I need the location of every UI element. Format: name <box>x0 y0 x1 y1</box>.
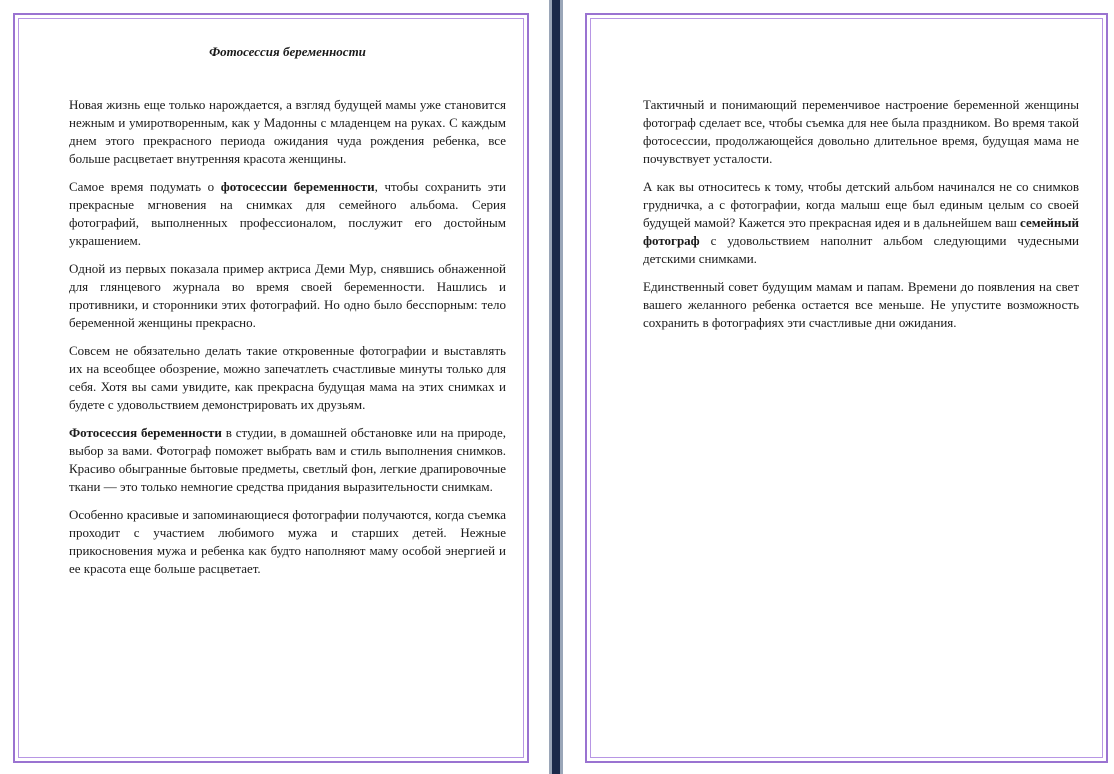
page-left-content[interactable] <box>69 43 506 588</box>
page-right[interactable] <box>563 0 1114 774</box>
page-left[interactable] <box>0 0 549 774</box>
paragraph-5-text: в студии, в домашней обстановке или на природе, выбор за вами. Фотограф поможет выбрать вам и стиль выполнения снимков. Красиво обыгранные бытовые предметы, светлый фон, легкие драпировочные ткани — это только немногие средства придания выразительности снимкам. <box>69 425 506 494</box>
paragraph-8 <box>643 178 1079 268</box>
document-title: Фотосессия беременности <box>209 44 366 59</box>
paragraph-7: Тактичный и понимающий переменчивое настроение беременной женщины фотограф сделает все, чтобы съемка для нее была праздником. Во время такой фотосессии, продолжающейся довольно длительное время, будущая мама не почувствует усталости. <box>643 97 1079 166</box>
paragraph-5 <box>69 424 506 496</box>
paragraph-2-text-end: , чтобы сохранить эти прекрасные мгновения на снимках для семейного альбома. Серия фотографий, выполненных профессионалом, послужит его достойным украшением. <box>69 179 507 248</box>
page-right-content[interactable] <box>643 96 1079 342</box>
keyword-bold: фотосессии беременности <box>220 179 375 194</box>
paragraph-8-text-end: с удовольствием наполнит альбом следующими чудесными детскими снимками. <box>643 233 1079 266</box>
paragraph-9: Единственный совет будущим мамам и папам. Времени до появления на свет вашего желанного ребенка остается все меньше. Не упустите возможность сохранить в фотографиях эти счастливые дни ожидания. <box>643 279 1079 330</box>
paragraph-3: Одной из первых показала пример актриса Деми Мур, снявшись обнаженной для глянцевого журнала во время своей беременности. Нашлись и противники, и сторонники этих фотографий. Но одно было бесспорным: тело беременной женщины прекрасно. <box>69 261 506 330</box>
paragraph-1: Новая жизнь еще только нарождается, а взгляд будущей мамы уже становится нежным и умиротворенным, как у Мадонны с младенцем на руках. С каждым днем этого прекрасного периода ожидания чуда рождения ребенка, все больше расцветает внутренняя красота женщины. <box>69 97 506 166</box>
paragraph-2-text-start: Самое время подумать о <box>69 179 221 194</box>
paragraph-8-text-start: А как вы относитесь к тому, чтобы детский альбом начинался не со снимков грудничка, а с фотографии, когда малыш еще был единым целым со своей будущей мамой? Кажется это прекрасная идея и в дальнейшем ваш <box>643 179 1079 230</box>
paragraph-2 <box>69 178 506 250</box>
keyword-bold: семейный фотограф <box>643 215 1079 248</box>
page-gap-edge-left <box>549 0 552 774</box>
keyword-bold: Фотосессия беременности <box>69 425 222 440</box>
paragraph-4: Совсем не обязательно делать такие откровенные фотографии и выставлять их на всеобщее обозрение, можно запечатлеть счастливые минуты только для себя. Хотя вы сами увидите, как прекрасна будущая мама на этих снимках и будете с удовольствием демонстрировать их друзьям. <box>69 343 506 412</box>
page-gap <box>549 0 563 774</box>
paragraph-6: Особенно красивые и запоминающиеся фотографии получаются, когда съемка проходит с участием любимого мужа и старших детей. Нежные прикосновения мужа и ребенка как будто наполняют маму особой энергией и ее красота еще больше расцветает. <box>69 507 506 576</box>
